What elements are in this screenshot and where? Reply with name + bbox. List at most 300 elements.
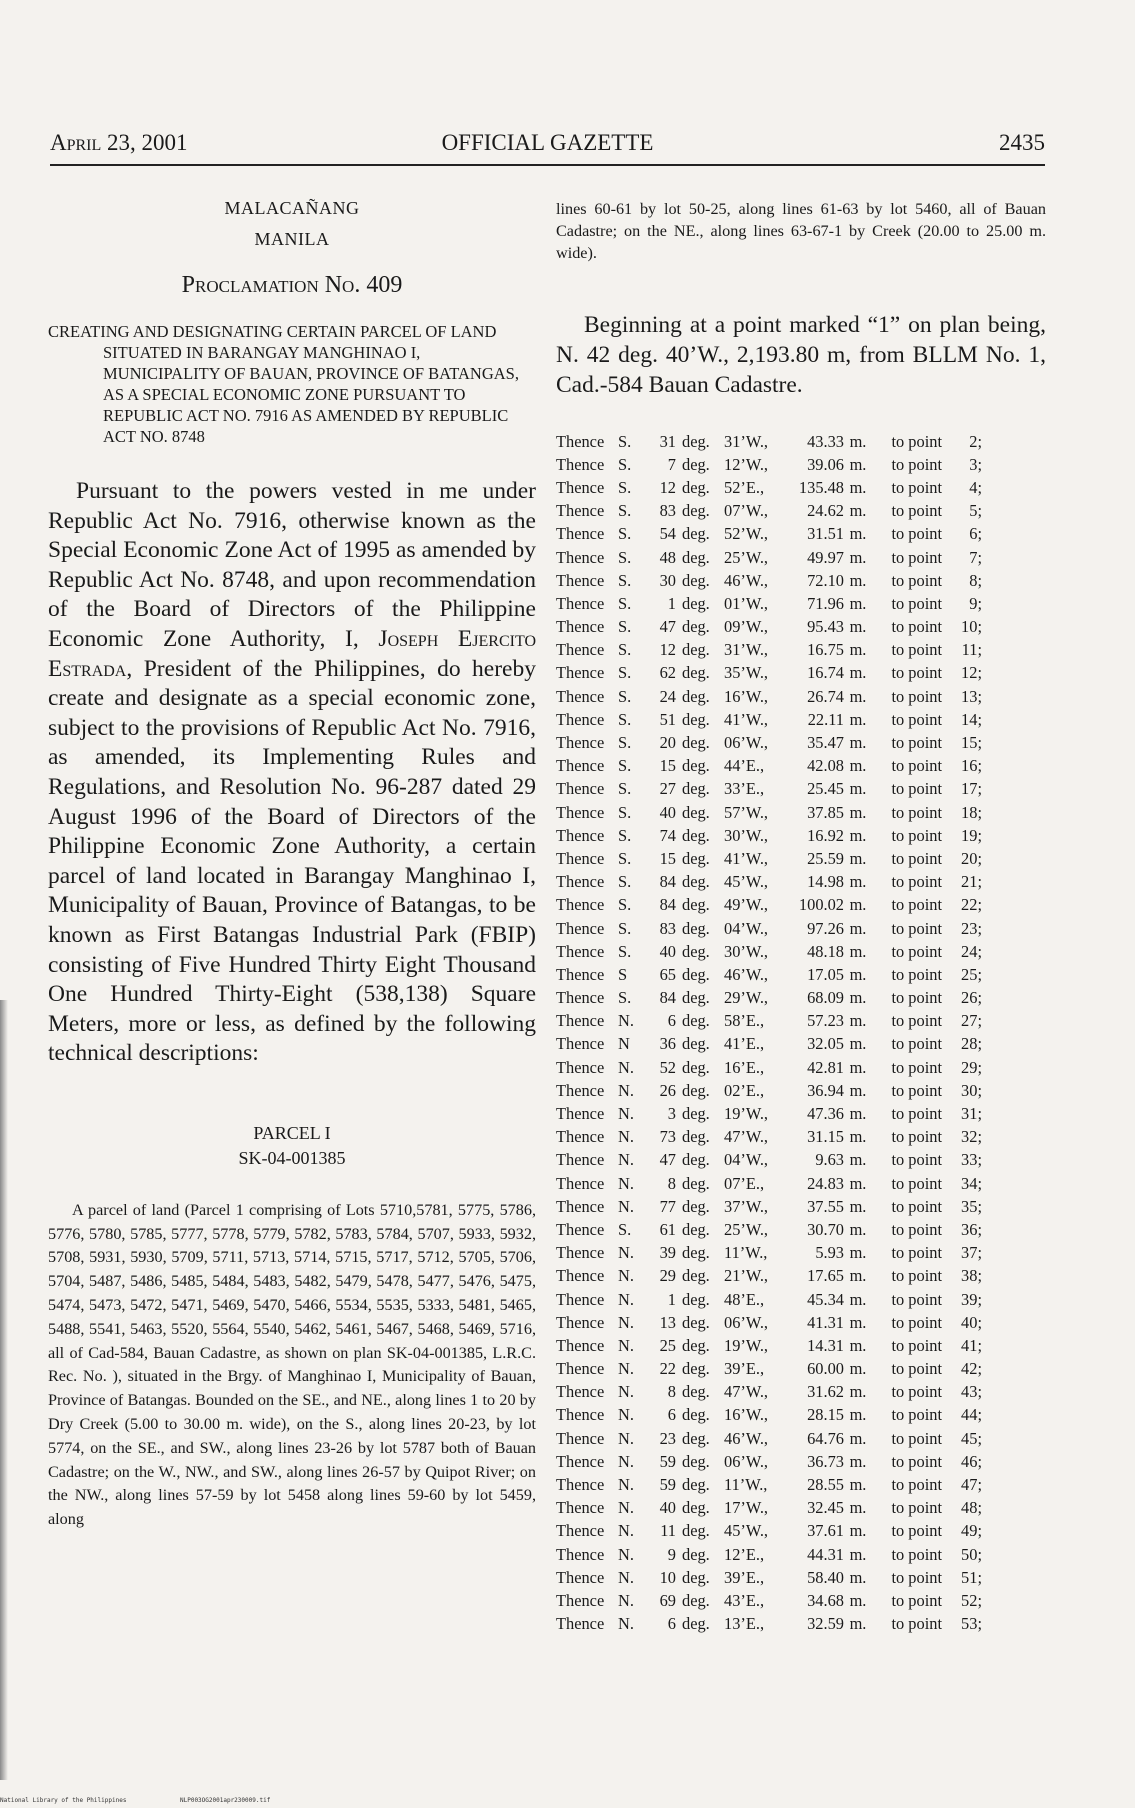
course-row xyxy=(556,963,982,986)
course-deg-label: deg. xyxy=(682,501,710,521)
course-minutes: 45’W., xyxy=(724,872,769,892)
course-unit: m. xyxy=(849,918,867,938)
parcel-heading xyxy=(48,1121,536,1171)
course-distance: 42.81 xyxy=(807,1057,844,1077)
course-to-point-label: to point xyxy=(891,1150,942,1170)
course-to-point-label: to point xyxy=(891,1266,942,1286)
course-to-point-label: to point xyxy=(891,686,942,706)
course-thence: Thence xyxy=(556,709,605,729)
course-unit: m. xyxy=(849,1498,867,1518)
course-thence: Thence xyxy=(556,663,605,683)
course-to-point-label: to point xyxy=(891,431,942,451)
course-degrees: 84 xyxy=(659,895,676,915)
course-deg-label: deg. xyxy=(682,1080,710,1100)
course-to-point-label: to point xyxy=(891,501,942,521)
course-point: 39; xyxy=(961,1289,982,1309)
course-distance: 30.70 xyxy=(807,1219,844,1239)
course-degrees: 47 xyxy=(659,617,676,637)
course-distance: 31.15 xyxy=(807,1127,844,1147)
course-row xyxy=(556,917,982,940)
course-row xyxy=(556,1566,982,1589)
course-point: 15; xyxy=(961,733,982,753)
course-thence: Thence xyxy=(556,918,605,938)
course-degrees: 23 xyxy=(659,1428,676,1448)
course-deg-label: deg. xyxy=(682,640,710,660)
course-direction: N. xyxy=(618,1521,634,1541)
course-distance: 9.63 xyxy=(815,1150,844,1170)
course-degrees: 3 xyxy=(667,1104,676,1124)
course-row xyxy=(556,1126,982,1149)
parcel-description: A parcel of land (Parcel 1 comprising of Lots 5710,5781, 5775, 5786, 5776, 5780, 5785, 5777, 5778, 5779, 5782, 5783, 5784, 5707, 5933, 5932, 5708, 5931, 5930, 5709, 5711, 5713, 5714, 5715, 5717, 5712, 5705, 5706, 5704, 5487, 5486, 5485, 5484, 5483, 5482, 5479, 5478, 5477, 5476, 5475, 5474, 5473, 5472, 5471, 5469, 5470, 5466, 5534, 5535, 5333, 5481, 5465, 5488, 5541, 5463, 5520, 5564, 5540, 5462, 5461, 5467, 5468, 5469, 5716, all of Cad-584, Bauan Cadastre, as shown on plan SK-04-001385, L.R.C. Rec. No. ), situated in the Brgy. of Manghinao I, Municipality of Bauan, Province of Batangas. Bounded on the SE., and NE., along lines 1 to 20 by Dry Creek (5.00 to 30.00 m. wide), on the S., along lines 20-23, by lot 5774, on the SE., and SW., along lines 23-26 by lot 5787 both of Bauan Cadastre; on the W., NW., and SW., along lines 26-57 by Quipot River; on the NW., along lines 57-59 by lot 5458 along lines 59-60 by lot 5459, along xyxy=(48,1200,536,1529)
course-to-point-label: to point xyxy=(891,988,942,1008)
course-distance: 135.48 xyxy=(798,477,844,497)
course-point: 22; xyxy=(961,895,982,915)
scan-edge-shadow xyxy=(0,1000,8,1780)
course-direction: N. xyxy=(618,1544,634,1564)
course-point: 41; xyxy=(961,1335,982,1355)
course-point: 16; xyxy=(961,756,982,776)
header-page-number: 2435 xyxy=(999,130,1045,155)
course-unit: m. xyxy=(849,756,867,776)
course-row xyxy=(556,755,982,778)
course-point: 20; xyxy=(961,848,982,868)
course-distance: 43.33 xyxy=(807,431,844,451)
course-to-point-label: to point xyxy=(891,617,942,637)
course-deg-label: deg. xyxy=(682,1405,710,1425)
course-thence: Thence xyxy=(556,640,605,660)
office-name: MALACAÑANG xyxy=(224,198,360,218)
course-to-point-label: to point xyxy=(891,593,942,613)
course-thence: Thence xyxy=(556,1173,605,1193)
course-degrees: 24 xyxy=(659,686,676,706)
course-row xyxy=(556,824,982,847)
course-deg-label: deg. xyxy=(682,964,710,984)
course-point: 35; xyxy=(961,1196,982,1216)
course-thence: Thence xyxy=(556,964,605,984)
course-degrees: 52 xyxy=(659,1057,676,1077)
course-thence: Thence xyxy=(556,547,605,567)
course-degrees: 6 xyxy=(667,1011,676,1031)
course-row xyxy=(556,940,982,963)
course-degrees: 25 xyxy=(659,1335,676,1355)
course-minutes: 30’W., xyxy=(724,941,769,961)
course-deg-label: deg. xyxy=(682,686,710,706)
course-thence: Thence xyxy=(556,1150,605,1170)
course-thence: Thence xyxy=(556,941,605,961)
course-row xyxy=(556,1334,982,1357)
course-distance: 14.31 xyxy=(807,1335,844,1355)
course-distance: 24.62 xyxy=(807,501,844,521)
course-to-point-label: to point xyxy=(891,756,942,776)
course-direction: S. xyxy=(618,547,632,567)
course-thence: Thence xyxy=(556,524,605,544)
course-thence: Thence xyxy=(556,477,605,497)
course-thence: Thence xyxy=(556,1405,605,1425)
course-deg-label: deg. xyxy=(682,709,710,729)
course-direction: S. xyxy=(618,848,632,868)
course-minutes: 16’W., xyxy=(724,1405,769,1425)
course-thence: Thence xyxy=(556,1080,605,1100)
course-row xyxy=(556,1450,982,1473)
course-direction: S. xyxy=(618,872,632,892)
course-row xyxy=(556,987,982,1010)
course-degrees: 61 xyxy=(659,1219,676,1239)
course-row xyxy=(556,778,982,801)
course-distance: 37.85 xyxy=(807,802,844,822)
course-point: 9; xyxy=(969,593,982,613)
course-minutes: 46’W., xyxy=(724,964,769,984)
course-row xyxy=(556,1242,982,1265)
course-degrees: 40 xyxy=(659,941,676,961)
course-point: 25; xyxy=(961,964,982,984)
course-direction: N. xyxy=(618,1451,634,1471)
course-minutes: 57’W., xyxy=(724,802,769,822)
course-degrees: 12 xyxy=(659,640,676,660)
course-direction: N. xyxy=(618,1150,634,1170)
course-thence: Thence xyxy=(556,825,605,845)
course-unit: m. xyxy=(849,733,867,753)
course-thence: Thence xyxy=(556,1521,605,1541)
course-to-point-label: to point xyxy=(891,918,942,938)
course-deg-label: deg. xyxy=(682,1521,710,1541)
course-deg-label: deg. xyxy=(682,454,710,474)
course-degrees: 59 xyxy=(659,1475,676,1495)
course-direction: S. xyxy=(618,756,632,776)
course-distance: 25.59 xyxy=(807,848,844,868)
course-unit: m. xyxy=(849,1289,867,1309)
course-minutes: 16’E., xyxy=(724,1057,765,1077)
course-minutes: 47’W., xyxy=(724,1382,769,1402)
course-to-point-label: to point xyxy=(891,1219,942,1239)
course-row xyxy=(556,1381,982,1404)
course-thence: Thence xyxy=(556,1567,605,1587)
course-distance: 16.74 xyxy=(807,663,844,683)
course-to-point-label: to point xyxy=(891,1544,942,1564)
course-unit: m. xyxy=(849,1405,867,1425)
body-text-end: , President of the Philippines, do hereby create and designate as a special economic zone, subject to the provisions of Republic Act No. 7916, as amended, its Implementing Rules and Regulations, and Resolution No. 96-287 dated 29 August 1996 of the Board of Directors of the Philippine Economic Zone Authority, a certain parcel of land located in Barangay Manghinao I, Municipality of Bauan, Province of Batangas, to be known as First Batangas Industrial Park (FBIP) consisting of Five Hundred Thirty Eight Thousand One Hundred Thirty-Eight (538,138) Square Meters, more or less, as defined by the following technical descriptions: xyxy=(48,655,536,1067)
course-deg-label: deg. xyxy=(682,1104,710,1124)
course-minutes: 06’W., xyxy=(724,733,769,753)
course-unit: m. xyxy=(849,1196,867,1216)
course-to-point-label: to point xyxy=(891,1382,942,1402)
course-deg-label: deg. xyxy=(682,1289,710,1309)
course-direction: N. xyxy=(618,1335,634,1355)
course-minutes: 30’W., xyxy=(724,825,769,845)
course-unit: m. xyxy=(849,1266,867,1286)
proclamation-body xyxy=(48,477,536,1069)
course-to-point-label: to point xyxy=(891,1359,942,1379)
course-direction: N. xyxy=(618,1359,634,1379)
course-unit: m. xyxy=(849,1428,867,1448)
course-minutes: 21’W., xyxy=(724,1266,769,1286)
course-degrees: 77 xyxy=(659,1196,676,1216)
course-point: 40; xyxy=(961,1312,982,1332)
course-row xyxy=(556,708,982,731)
course-to-point-label: to point xyxy=(891,1243,942,1263)
course-point: 17; xyxy=(961,779,982,799)
course-direction: S xyxy=(618,964,628,984)
course-point: 18; xyxy=(961,802,982,822)
course-to-point-label: to point xyxy=(891,964,942,984)
course-thence: Thence xyxy=(556,1011,605,1031)
course-deg-label: deg. xyxy=(682,1382,710,1402)
course-minutes: 04’W., xyxy=(724,1150,769,1170)
course-thence: Thence xyxy=(556,779,605,799)
course-row xyxy=(556,894,982,917)
parcel-code: SK-04-001385 xyxy=(238,1147,346,1168)
course-deg-label: deg. xyxy=(682,1243,710,1263)
course-to-point-label: to point xyxy=(891,1173,942,1193)
course-distance: 47.36 xyxy=(807,1104,844,1124)
course-direction: N. xyxy=(618,1196,634,1216)
course-unit: m. xyxy=(849,1544,867,1564)
course-unit: m. xyxy=(849,1614,867,1634)
course-row xyxy=(556,1404,982,1427)
course-to-point-label: to point xyxy=(891,1498,942,1518)
course-unit: m. xyxy=(849,872,867,892)
course-minutes: 07’E., xyxy=(724,1173,765,1193)
course-to-point-label: to point xyxy=(891,709,942,729)
course-direction: S. xyxy=(618,431,632,451)
course-unit: m. xyxy=(849,454,867,474)
course-distance: 28.55 xyxy=(807,1475,844,1495)
course-point: 28; xyxy=(961,1034,982,1054)
course-thence: Thence xyxy=(556,988,605,1008)
course-minutes: 11’W., xyxy=(724,1243,768,1263)
course-minutes: 37’W., xyxy=(724,1196,769,1216)
course-unit: m. xyxy=(849,686,867,706)
course-unit: m. xyxy=(849,1219,867,1239)
course-degrees: 15 xyxy=(659,848,676,868)
course-thence: Thence xyxy=(556,1359,605,1379)
course-deg-label: deg. xyxy=(682,1034,710,1054)
course-deg-label: deg. xyxy=(682,1359,710,1379)
course-direction: S. xyxy=(618,825,632,845)
course-minutes: 52’E., xyxy=(724,477,765,497)
course-to-point-label: to point xyxy=(891,1428,942,1448)
course-degrees: 6 xyxy=(667,1405,676,1425)
course-point: 14; xyxy=(961,709,982,729)
course-distance: 25.45 xyxy=(807,779,844,799)
course-point: 50; xyxy=(961,1544,982,1564)
course-point: 23; xyxy=(961,918,982,938)
course-minutes: 31’W., xyxy=(724,640,769,660)
course-minutes: 17’W., xyxy=(724,1498,769,1518)
course-point: 24; xyxy=(961,941,982,961)
course-deg-label: deg. xyxy=(682,802,710,822)
course-unit: m. xyxy=(849,802,867,822)
course-to-point-label: to point xyxy=(891,663,942,683)
course-distance: 34.68 xyxy=(807,1590,844,1610)
course-unit: m. xyxy=(849,1057,867,1077)
course-direction: S. xyxy=(618,1219,632,1239)
course-distance: 100.02 xyxy=(798,895,844,915)
course-unit: m. xyxy=(849,663,867,683)
course-row xyxy=(556,1149,982,1172)
course-distance: 22.11 xyxy=(807,709,844,729)
course-distance: 41.31 xyxy=(807,1312,844,1332)
course-direction: N. xyxy=(618,1104,634,1124)
parcel-title: PARCEL I xyxy=(253,1122,331,1143)
course-minutes: 04’W., xyxy=(724,918,769,938)
course-deg-label: deg. xyxy=(682,663,710,683)
course-point: 46; xyxy=(961,1451,982,1471)
course-row xyxy=(556,1613,982,1636)
course-thence: Thence xyxy=(556,1312,605,1332)
course-direction: S. xyxy=(618,709,632,729)
course-minutes: 41’W., xyxy=(724,848,769,868)
course-distance: 32.59 xyxy=(807,1614,844,1634)
course-row xyxy=(556,1311,982,1334)
course-distance: 64.76 xyxy=(807,1428,844,1448)
technical-description-table xyxy=(556,430,982,1636)
course-direction: N. xyxy=(618,1312,634,1332)
course-deg-label: deg. xyxy=(682,1219,710,1239)
course-thence: Thence xyxy=(556,756,605,776)
course-point: 12; xyxy=(961,663,982,683)
course-row xyxy=(556,1033,982,1056)
course-degrees: 83 xyxy=(659,501,676,521)
course-point: 21; xyxy=(961,872,982,892)
course-point: 51; xyxy=(961,1567,982,1587)
course-row xyxy=(556,592,982,615)
course-point: 6; xyxy=(969,524,982,544)
course-unit: m. xyxy=(849,1359,867,1379)
course-deg-label: deg. xyxy=(682,1127,710,1147)
course-deg-label: deg. xyxy=(682,1266,710,1286)
course-distance: 16.92 xyxy=(807,825,844,845)
course-point: 26; xyxy=(961,988,982,1008)
course-thence: Thence xyxy=(556,1034,605,1054)
course-degrees: 11 xyxy=(660,1521,676,1541)
course-deg-label: deg. xyxy=(682,570,710,590)
course-degrees: 40 xyxy=(659,1498,676,1518)
course-row xyxy=(556,1288,982,1311)
course-row xyxy=(556,1543,982,1566)
course-minutes: 09’W., xyxy=(724,617,769,637)
course-direction: S. xyxy=(618,617,632,637)
course-unit: m. xyxy=(849,964,867,984)
course-row xyxy=(556,1497,982,1520)
course-direction: N. xyxy=(618,1057,634,1077)
course-deg-label: deg. xyxy=(682,779,710,799)
course-point: 31; xyxy=(961,1104,982,1124)
course-point: 43; xyxy=(961,1382,982,1402)
course-distance: 5.93 xyxy=(815,1243,844,1263)
course-unit: m. xyxy=(849,1382,867,1402)
course-distance: 57.23 xyxy=(807,1011,844,1031)
footer-library: National Library of the Philippines xyxy=(0,1797,127,1804)
course-row xyxy=(556,1079,982,1102)
course-deg-label: deg. xyxy=(682,1475,710,1495)
course-degrees: 8 xyxy=(667,1382,676,1402)
course-deg-label: deg. xyxy=(682,1057,710,1077)
course-unit: m. xyxy=(849,709,867,729)
course-degrees: 31 xyxy=(659,431,676,451)
course-deg-label: deg. xyxy=(682,1011,710,1031)
course-distance: 17.05 xyxy=(807,964,844,984)
course-thence: Thence xyxy=(556,1127,605,1147)
course-distance: 72.10 xyxy=(807,570,844,590)
course-to-point-label: to point xyxy=(891,524,942,544)
course-to-point-label: to point xyxy=(891,454,942,474)
course-thence: Thence xyxy=(556,1057,605,1077)
page-header xyxy=(50,130,1045,166)
course-distance: 95.43 xyxy=(807,617,844,637)
course-row xyxy=(556,1102,982,1125)
course-row xyxy=(556,801,982,824)
course-deg-label: deg. xyxy=(682,872,710,892)
course-to-point-label: to point xyxy=(891,1335,942,1355)
course-row xyxy=(556,546,982,569)
course-deg-label: deg. xyxy=(682,477,710,497)
course-degrees: 51 xyxy=(659,709,676,729)
proclamation-title: Proclamation No. 409 xyxy=(181,272,403,298)
course-thence: Thence xyxy=(556,1614,605,1634)
course-unit: m. xyxy=(849,501,867,521)
course-unit: m. xyxy=(849,1475,867,1495)
bounds-continued: lines 60-61 by lot 50-25, along lines 61-63 by lot 5460, all of Bauan Cadastre; on the NE., along lines 63-67-1 by Creek (20.00 to 25.00 m. wide). xyxy=(556,200,1046,262)
course-unit: m. xyxy=(849,1567,867,1587)
course-degrees: 62 xyxy=(659,663,676,683)
course-unit: m. xyxy=(849,524,867,544)
course-degrees: 30 xyxy=(659,570,676,590)
course-row xyxy=(556,1427,982,1450)
course-to-point-label: to point xyxy=(891,802,942,822)
course-distance: 26.74 xyxy=(807,686,844,706)
course-point: 27; xyxy=(961,1011,982,1031)
course-direction: N. xyxy=(618,1567,634,1587)
course-unit: m. xyxy=(849,617,867,637)
course-unit: m. xyxy=(849,593,867,613)
course-point: 33; xyxy=(961,1150,982,1170)
course-thence: Thence xyxy=(556,1544,605,1564)
course-degrees: 7 xyxy=(667,454,676,474)
body-text-start: Pursuant to the powers vested in me under Republic Act No. 7916, otherwise known as the Special Economic Zone Act of 1995 as amended by Republic Act No. 8748, and upon recommendation of the Board of Directors of the Philippine Economic Zone Authority, I, xyxy=(48,478,536,652)
course-direction: S. xyxy=(618,686,632,706)
course-degrees: 1 xyxy=(667,593,676,613)
course-degrees: 40 xyxy=(659,802,676,822)
course-to-point-label: to point xyxy=(891,779,942,799)
course-to-point-label: to point xyxy=(891,1405,942,1425)
course-minutes: 35’W., xyxy=(724,663,769,683)
course-direction: S. xyxy=(618,918,632,938)
course-row xyxy=(556,1195,982,1218)
course-minutes: 06’W., xyxy=(724,1312,769,1332)
course-distance: 68.09 xyxy=(807,988,844,1008)
course-direction: N. xyxy=(618,1614,634,1634)
course-deg-label: deg. xyxy=(682,431,710,451)
course-direction: N. xyxy=(618,1475,634,1495)
course-to-point-label: to point xyxy=(891,1196,942,1216)
course-unit: m. xyxy=(849,988,867,1008)
course-point: 34; xyxy=(961,1173,982,1193)
course-minutes: 39’E., xyxy=(724,1359,765,1379)
course-deg-label: deg. xyxy=(682,988,710,1008)
course-unit: m. xyxy=(849,1173,867,1193)
course-direction: N xyxy=(618,1034,630,1054)
course-distance: 45.34 xyxy=(807,1289,844,1309)
course-minutes: 44’E., xyxy=(724,756,765,776)
course-thence: Thence xyxy=(556,1243,605,1263)
course-row xyxy=(556,1218,982,1241)
course-distance: 36.94 xyxy=(807,1080,844,1100)
course-degrees: 26 xyxy=(659,1080,676,1100)
course-to-point-label: to point xyxy=(891,848,942,868)
course-deg-label: deg. xyxy=(682,1173,710,1193)
course-deg-label: deg. xyxy=(682,895,710,915)
course-direction: S. xyxy=(618,941,632,961)
